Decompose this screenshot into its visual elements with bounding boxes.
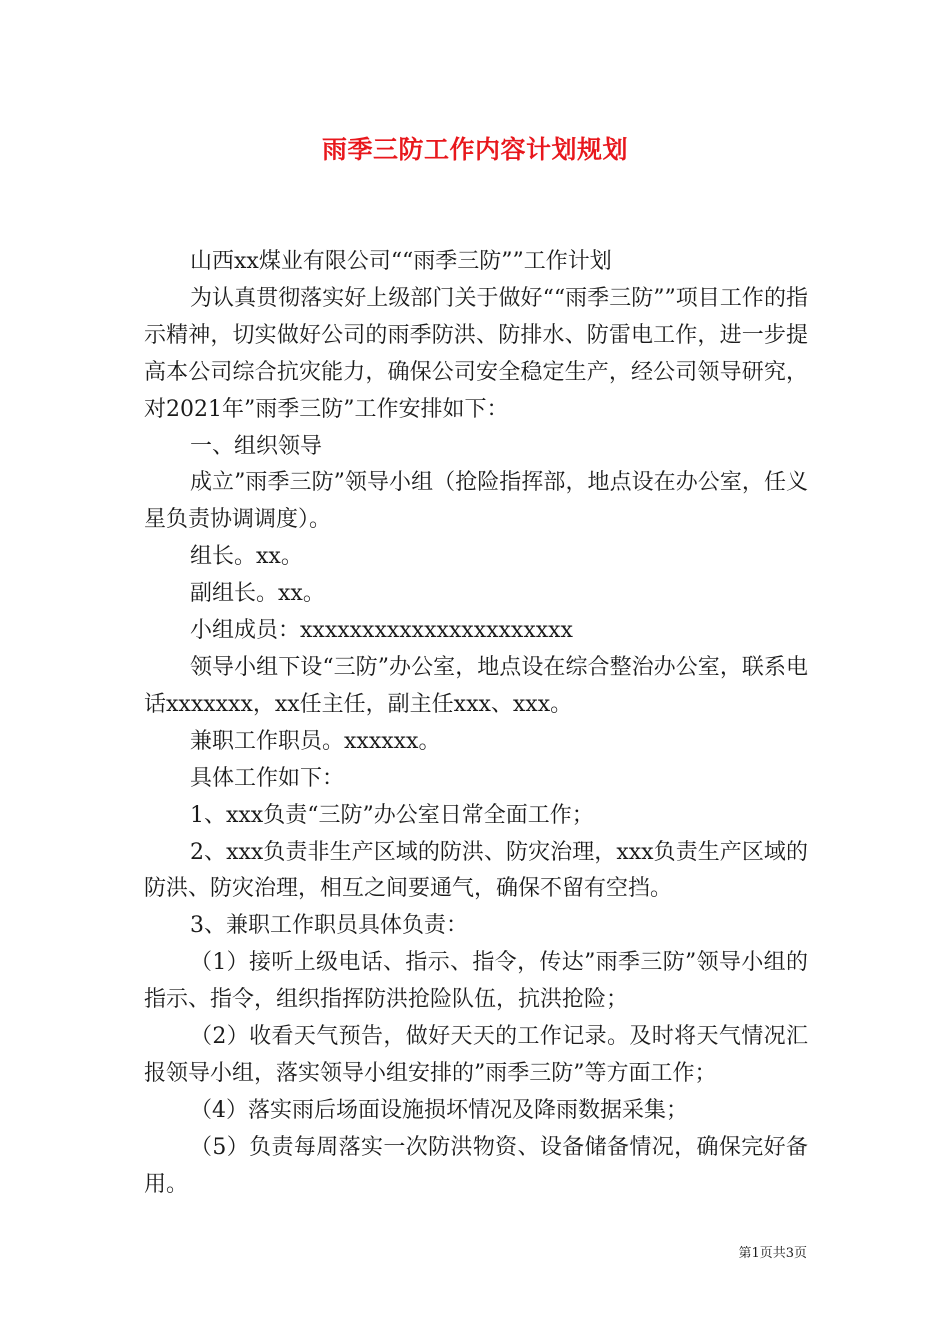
list-item-3: 3、兼职工作职员具体负责：	[190, 913, 468, 939]
list-item-1: 1、xxx负责“三防”办公室日常全面工作；	[190, 802, 594, 828]
paragraph-deputy-leader: 副组长。xx。	[190, 581, 325, 607]
sub-item-1: （1）接听上级电话、指示、指令，传达”雨季三防”领导小组的指示、指令，组织指挥防洪抢险队伍，抗洪抢险；	[144, 950, 808, 1013]
paragraph-heading-company: 山西xx煤业有限公司““雨季三防””工作计划	[190, 249, 612, 274]
paragraph-intro: 为认真贯彻落实好上级部门关于做好““雨季三防””项目工作的指示精神，切实做好公司的雨季防洪、防排水、防雷电工作，进一步提高本公司综合抗灾能力，确保公司安全稳定生产，经公司领导研究，对2021年”雨季三防”工作安排如下：	[144, 285, 808, 422]
sub-item-2: （2）收看天气预告，做好天天的工作记录。及时将天气情况汇报领导小组，落实领导小组安排的”雨季三防”等方面工作；	[144, 1024, 808, 1086]
paragraph-leading-group: 成立”雨季三防”领导小组（抢险指挥部，地点设在办公室，任义星负责协调调度）。	[144, 470, 808, 533]
paragraph-office: 领导小组下设“三防”办公室，地点设在综合整治办公室，联系电话xxxxxxx，xx任主任，副主任xxx、xxx。	[144, 654, 808, 717]
list-item-2: 2、xxx负责非生产区域的防洪、防灾治理，xxx负责生产区域的防洪、防灾治理，相互之间要通气，确保不留有空挡。	[144, 839, 808, 902]
paragraph-group-leader: 组长。xx。	[190, 544, 303, 570]
sub-item-4: （4）落实雨后场面设施损坏情况及降雨数据采集；	[190, 1097, 688, 1123]
document-title: 雨季三防工作内容计划规划	[321, 135, 628, 164]
paragraph-work-details: 具体工作如下：	[190, 765, 345, 791]
paragraph-group-members: 小组成员：xxxxxxxxxxxxxxxxxxxxxx	[190, 618, 573, 644]
document-body	[144, 244, 808, 1204]
page-number: 第1页共3页	[738, 1246, 807, 1261]
sub-item-5: （5）负责每周落实一次防洪物资、设备储备情况，确保完好备用。	[144, 1134, 808, 1197]
section-heading-organization: 一、组织领导	[190, 433, 323, 459]
paragraph-part-time-staff: 兼职工作职员。xxxxxx。	[190, 728, 441, 754]
